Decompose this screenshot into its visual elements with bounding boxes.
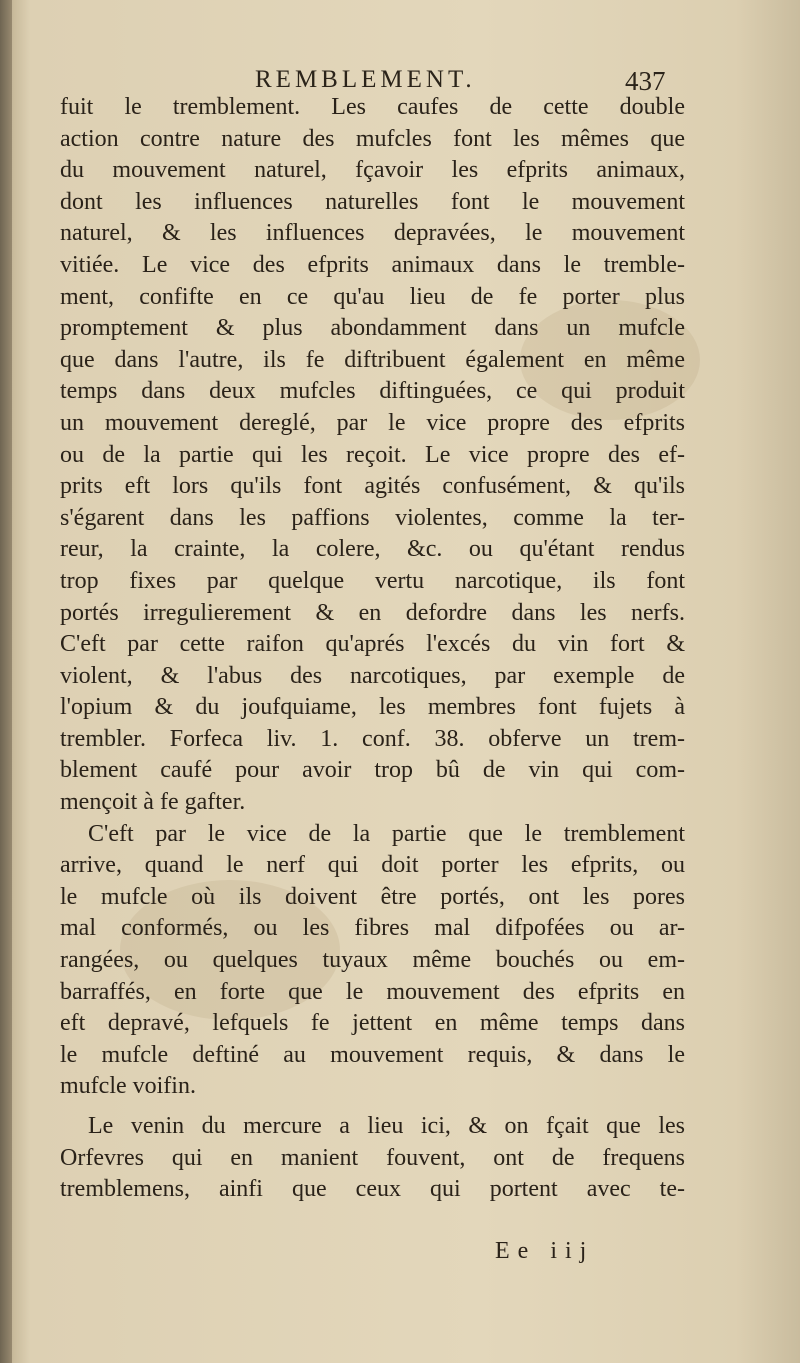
text-line: eft depravé, lefquels fe jettent en même temps dans xyxy=(60,1010,685,1037)
text-line: l'opium & du joufquiame, les membres font fujets à xyxy=(60,694,685,721)
text-line: s'égarent dans les paffions violentes, comme la ter- xyxy=(60,504,685,531)
running-head: REMBLEMENT. xyxy=(255,66,476,93)
text-line: du mouvement naturel, fçavoir les efprits animaux, xyxy=(60,157,685,184)
text-line: rangées, ou quelques tuyaux même bouchés ou em- xyxy=(60,947,685,974)
body-text xyxy=(60,92,685,1206)
text-line: C'eft par le vice de la partie que le tremblement xyxy=(88,820,685,847)
page-gutter-shadow xyxy=(0,0,12,1363)
signature-mark: Ee iij xyxy=(495,1238,595,1264)
text-line: C'eft par cette raifon qu'aprés l'excés du vin fort & xyxy=(60,631,685,658)
text-line: portés irregulierement & en defordre dans les nerfs. xyxy=(60,599,685,626)
text-line: temps dans deux mufcles diftinguées, ce qui produit xyxy=(60,378,685,405)
text-line: promptement & plus abondamment dans un mufcle xyxy=(60,315,685,342)
text-line: violent, & l'abus des narcotiques, par exemple de xyxy=(60,662,685,689)
text-line: le mufcle deftiné au mouvement requis, & dans le xyxy=(60,1041,685,1068)
text-line: mençoit à fe gafter. xyxy=(60,789,246,816)
text-line: trop fixes par quelque vertu narcotique, ils font xyxy=(60,567,685,594)
text-line: naturel, & les influences depravées, le mouvement xyxy=(60,220,685,247)
text-line: dont les influences naturelles font le mouvement xyxy=(60,188,685,215)
text-line: mal conformés, ou les fibres mal difpofées ou ar- xyxy=(60,915,685,942)
text-line: prits eft lors qu'ils font agités confusément, & qu'ils xyxy=(60,473,685,500)
text-line: action contre nature des mufcles font les mêmes que xyxy=(60,125,685,152)
text-line: blement caufé pour avoir trop bû de vin qui com- xyxy=(60,757,685,784)
text-line: Orfevres qui en manient fouvent, ont de frequens xyxy=(60,1144,685,1171)
text-line: que dans l'autre, ils fe diftribuent également en même xyxy=(60,346,685,373)
text-line: vitiée. Le vice des efprits animaux dans le tremble- xyxy=(60,251,685,278)
text-line: trembler. Forfeca liv. 1. conf. 38. obferve un trem- xyxy=(60,725,685,752)
text-line: tremblemens, ainfi que ceux qui portent avec te- xyxy=(60,1176,685,1203)
text-line: barraffés, en forte que le mouvement des efprits en xyxy=(60,978,685,1005)
text-line: ment, confifte en ce qu'au lieu de fe porter plus xyxy=(60,283,685,310)
page-number: 437 xyxy=(625,66,666,96)
text-line: Le venin du mercure a lieu ici, & on fçait que les xyxy=(88,1113,685,1139)
text-line: ou de la partie qui les reçoit. Le vice propre des ef- xyxy=(60,441,685,468)
text-line: le mufcle où ils doivent être portés, ont les pores xyxy=(60,883,685,910)
text-line: reur, la crainte, la colere, &c. ou qu'étant rendus xyxy=(60,536,685,563)
text-line: mufcle voifin. xyxy=(60,1073,196,1100)
text-line: fuit le tremblement. Les caufes de cette double xyxy=(60,94,685,120)
text-line: arrive, quand le nerf qui doit porter les efprits, ou xyxy=(60,852,685,879)
text-line: un mouvement dereglé, par le vice propre des efprits xyxy=(60,409,685,436)
